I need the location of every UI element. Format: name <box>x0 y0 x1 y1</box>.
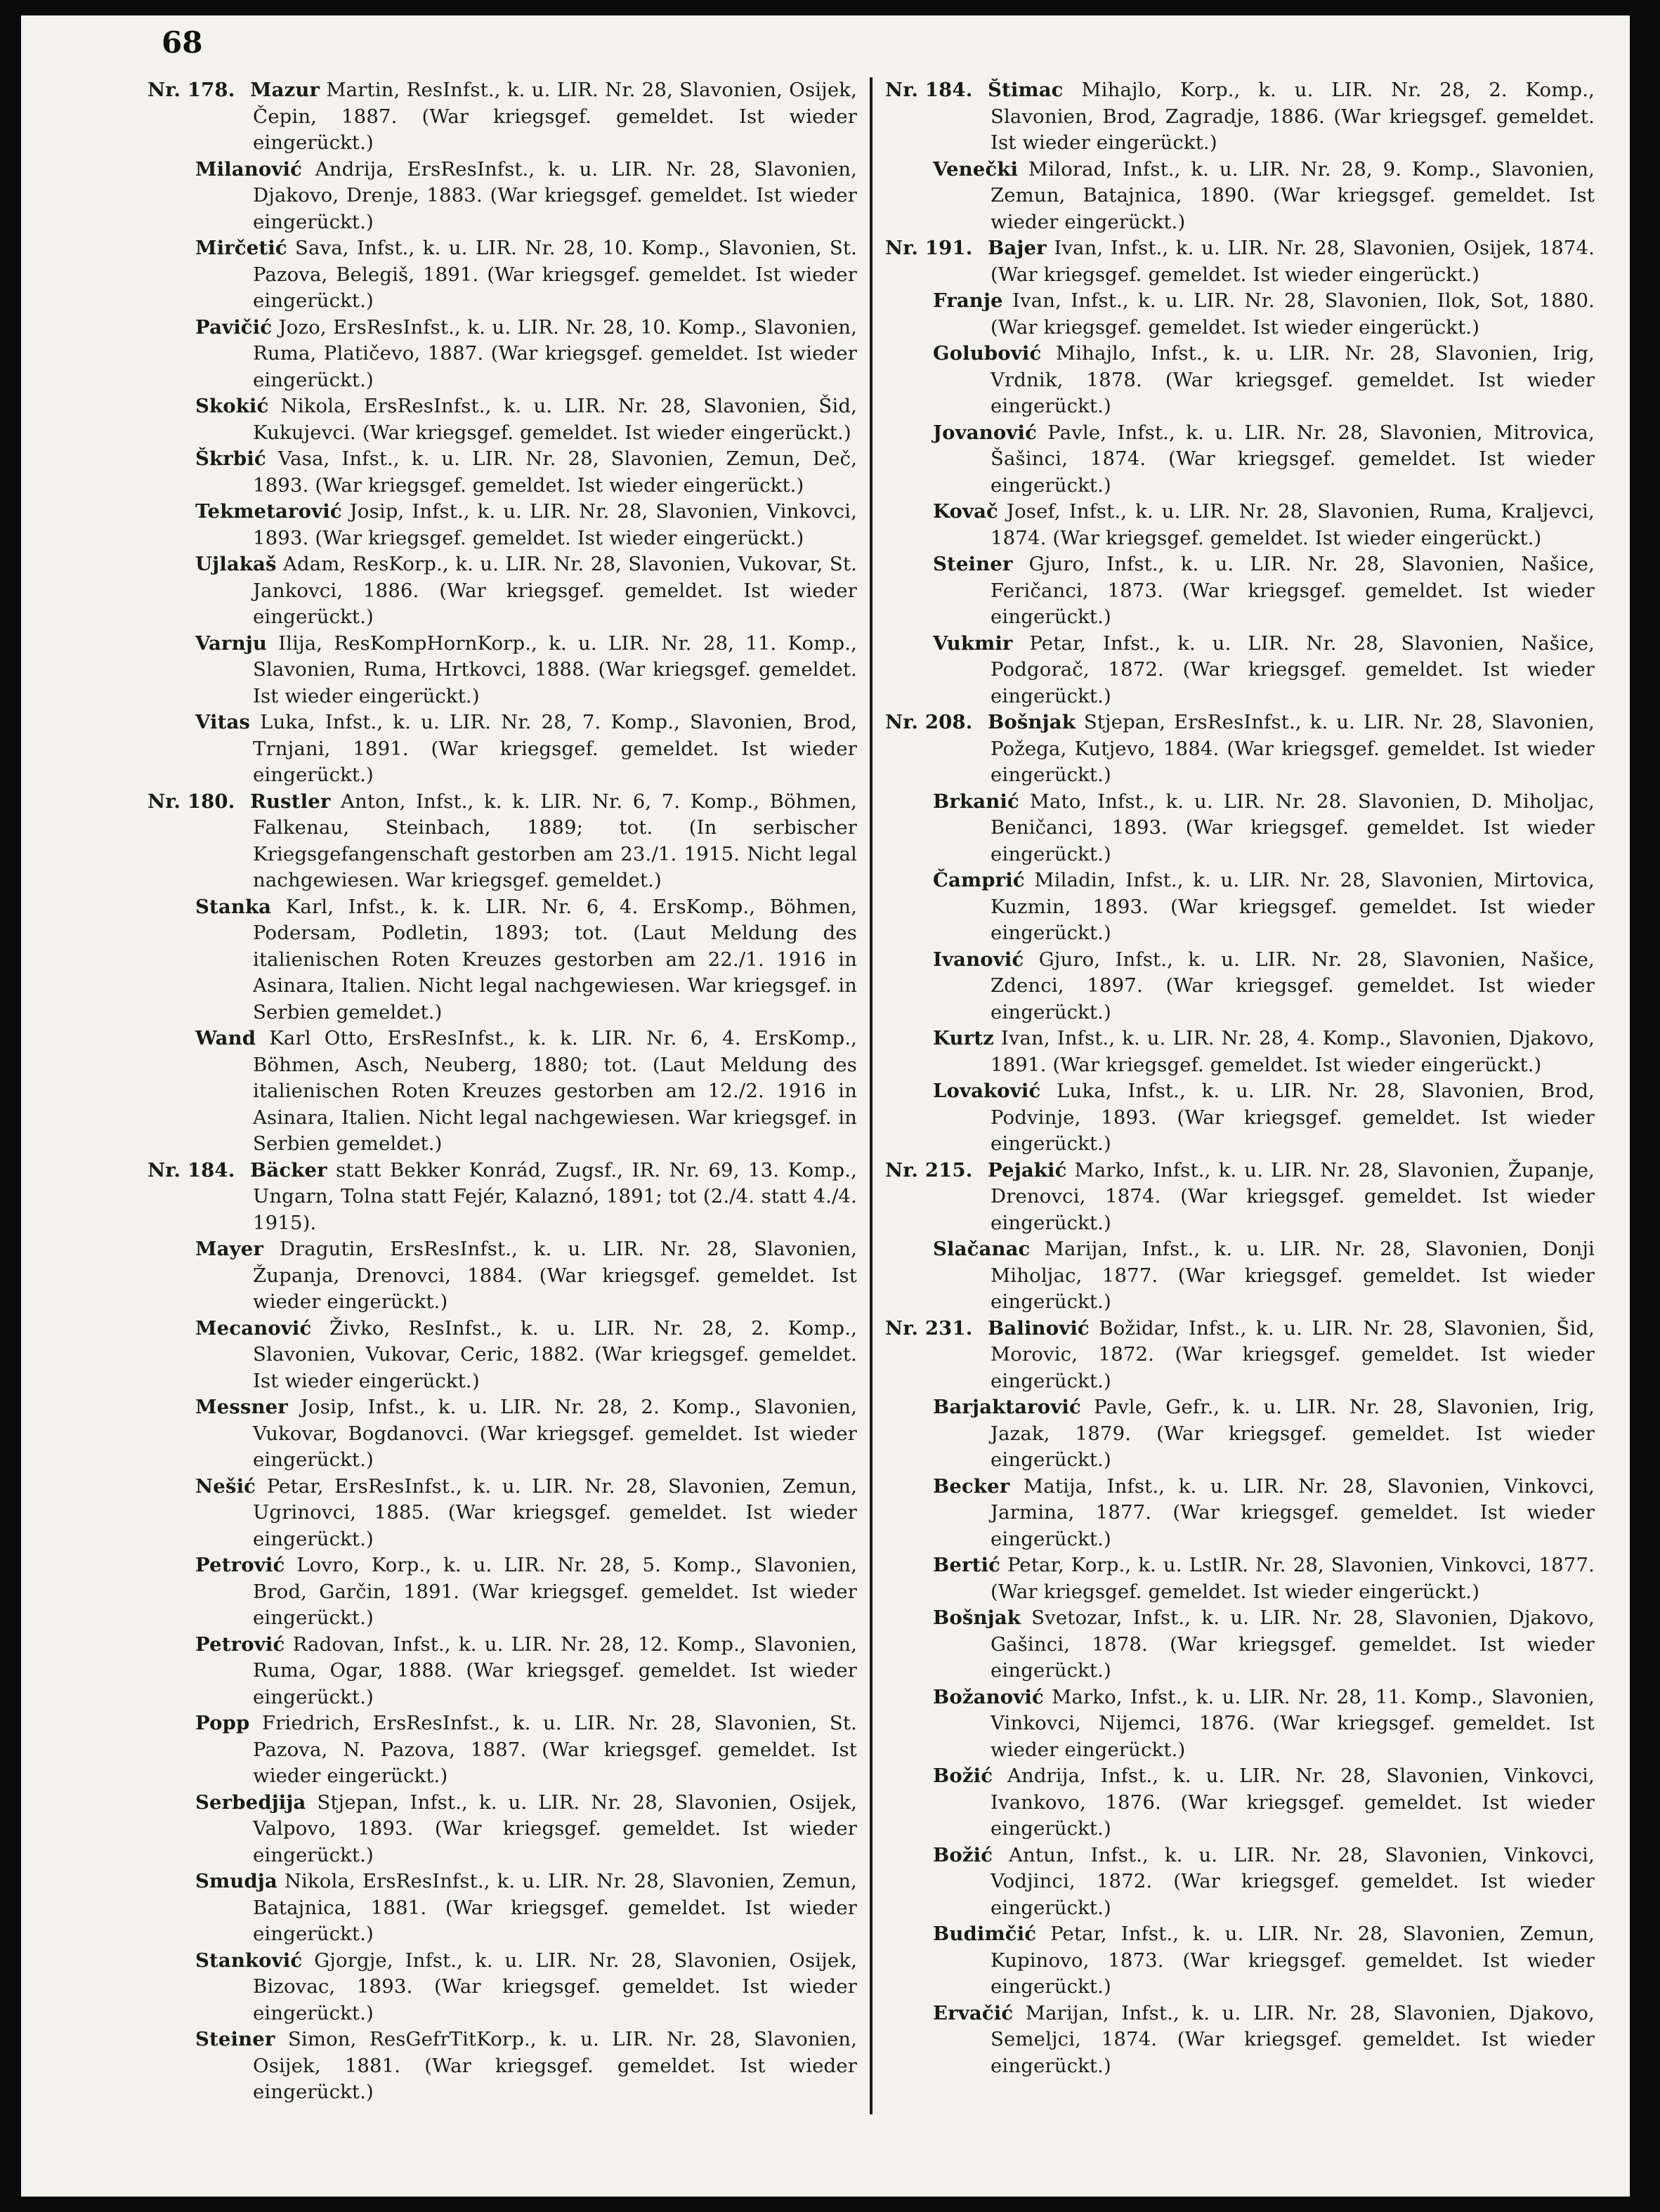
surname: Jovanović <box>933 421 1038 444</box>
surname: Ivanović <box>933 948 1024 971</box>
surname: Messner <box>195 1396 288 1418</box>
list-number: Nr. 191. <box>885 237 973 259</box>
entry-details: Radovan, Infst., k. u. LIR. Nr. 28, 12. Komp., Slavonien, Ruma, Ogar, 1888. (War kriegsgef. gemeldet. Ist wieder eingerückt.) <box>253 1632 857 1708</box>
surname: Stanka <box>195 895 272 918</box>
entry-details: Ivan, Infst., k. u. LIR. Nr. 28, Slavonien, Osijek, 1874. (War kriegsgef. gemeldet. Ist wieder eingerückt.) <box>991 237 1595 286</box>
list-entry <box>148 315 857 394</box>
surname: Steiner <box>195 2028 275 2050</box>
surname: Mazur <box>250 79 320 101</box>
entry-details: Marijan, Infst., k. u. LIR. Nr. 28, Slavonien, Donji Miholjac, 1877. (War kriegsgef. gemeldet. Ist wieder eingerückt.) <box>991 1238 1595 1313</box>
page-number: 68 <box>162 25 203 60</box>
surname: Ervačić <box>933 2001 1014 2024</box>
list-entry <box>148 1394 857 1474</box>
entry-details: Josef, Infst., k. u. LIR. Nr. 28, Slavonien, Ruma, Kraljevci, 1874. (War kriegsgef. gemeldet. Ist wieder eingerückt.) <box>991 500 1595 549</box>
surname: Pejakić <box>988 1158 1067 1182</box>
surname: Mecanović <box>195 1316 312 1340</box>
entry-details: Marko, Infst., k. u. LIR. Nr. 28, 11. Komp., Slavonien, Vinkovci, Nijemci, 1876. (War kriegsgef. gemeldet. Ist wieder eingerückt.) <box>991 1685 1595 1761</box>
surname: Budimčić <box>933 1923 1037 1945</box>
list-entry <box>885 1316 1595 1395</box>
entry-details: Jozo, ErsResInfst., k. u. LIR. Nr. 28, 10. Komp., Slavonien, Ruma, Platičevo, 1887. (War kriegsgef. gemeldet. Ist wieder eingerückt.) <box>253 315 857 391</box>
list-entry <box>885 1026 1595 1078</box>
list-entry <box>885 2001 1595 2080</box>
entry-details: Karl, Infst., k. k. LIR. Nr. 6, 4. ErsKomp., Böhmen, Podersam, Podletin, 1893; tot. (Laut Meldung des italienischen Roten Kreuzes gestorben am 22./1. 1916 in Asinara, Italien. Nicht legal nachgewiesen. War kriegsgef. in Serbien gemeldet.) <box>253 895 857 1023</box>
list-entry <box>148 1869 857 1948</box>
surname: Smudja <box>195 1870 277 1892</box>
surname: Vukmir <box>933 631 1013 655</box>
list-entry <box>148 157 857 236</box>
list-entry <box>885 1552 1595 1605</box>
surname: Becker <box>933 1474 1010 1498</box>
list-number: Nr. 184. <box>885 79 973 101</box>
list-number: Nr. 231. <box>885 1316 973 1340</box>
entry-details: Gjorgje, Infst., k. u. LIR. Nr. 28, Slavonien, Osijek, Bizovac, 1893. (War kriegsgef. gemeldet. Ist wieder eingerückt.) <box>253 1949 857 2024</box>
list-entry <box>148 1474 857 1553</box>
entry-details: Lovro, Korp., k. u. LIR. Nr. 28, 5. Komp., Slavonien, Brod, Garčin, 1891. (War kriegsgef. gemeldet. Ist wieder eingerückt.) <box>253 1554 857 1629</box>
list-entry <box>148 709 857 789</box>
list-entry <box>885 1921 1595 2001</box>
surname: Balinović <box>988 1316 1090 1340</box>
entry-details: Stjepan, ErsResInfst., k. u. LIR. Nr. 28, Slavonien, Požega, Kutjevo, 1884. (War kriegsgef. gemeldet. Ist wieder eingerückt.) <box>991 711 1595 786</box>
entry-details: Petar, Infst., k. u. LIR. Nr. 28, Slavonien, Zemun, Kupinovo, 1873. (War kriegsgef. gemeldet. Ist wieder eingerückt.) <box>991 1923 1595 1998</box>
list-entry <box>885 77 1595 157</box>
list-entry <box>148 77 857 157</box>
entry-details: Živko, ResInfst., k. u. LIR. Nr. 28, 2. Komp., Slavonien, Vukovar, Ceric, 1882. (War kriegsgef. gemeldet. Ist wieder eingerückt.) <box>253 1316 857 1392</box>
surname: Vitas <box>195 711 251 733</box>
list-entry <box>148 1026 857 1158</box>
entry-details: Karl Otto, ErsResInfst., k. k. LIR. Nr. 6, 4. ErsKomp., Böhmen, Asch, Neuberg, 1880; tot. (Laut Meldung des italienischen Roten Kreuzes gestorben am 12./2. 1916 in Asinara, Italien. Nicht legal nachgewiesen. War kriegsgef. in Serbien gemeldet.) <box>253 1027 857 1155</box>
surname: Venečki <box>933 157 1019 181</box>
entry-details: Gjuro, Infst., k. u. LIR. Nr. 28, Slavonien, Našice, Feričanci, 1873. (War kriegsgef. gemeldet. Ist wieder eingerückt.) <box>991 553 1595 628</box>
entry-details: Andrija, ErsResInfst., k. u. LIR. Nr. 28, Slavonien, Djakovo, Drenje, 1883. (War kriegsgef. gemeldet. Ist wieder eingerückt.) <box>253 157 857 233</box>
entry-details: Adam, ResKorp., k. u. LIR. Nr. 28, Slavonien, Vukovar, St. Jankovci, 1886. (War kriegsgef. gemeldet. Ist wieder eingerückt.) <box>253 553 857 628</box>
surname: Barjaktarović <box>933 1396 1081 1418</box>
entry-details: Milorad, Infst., k. u. LIR. Nr. 28, 9. Komp., Slavonien, Zemun, Batajnica, 1890. (War kriegsgef. gemeldet. Ist wieder eingerückt.) <box>991 157 1595 233</box>
entry-details: Andrija, Infst., k. u. LIR. Nr. 28, Slavonien, Vinkovci, Ivankovo, 1876. (War kriegsgef. gemeldet. Ist wieder eingerückt.) <box>991 1765 1595 1840</box>
list-entry <box>148 1632 857 1711</box>
list-entry <box>148 631 857 710</box>
list-entry <box>885 1158 1595 1237</box>
list-entry <box>885 1763 1595 1843</box>
entry-details: Matija, Infst., k. u. LIR. Nr. 28, Slavonien, Vinkovci, Jarmina, 1877. (War kriegsgef. gemeldet. Ist wieder eingerückt.) <box>991 1474 1595 1550</box>
surname: Varnju <box>195 631 267 655</box>
surname: Mayer <box>195 1238 263 1260</box>
list-entry <box>148 1790 857 1869</box>
list-entry <box>148 1948 857 2027</box>
entry-details: Marijan, Infst., k. u. LIR. Nr. 28, Slavonien, Djakovo, Semeljci, 1874. (War kriegsgef. gemeldet. Ist wieder eingerückt.) <box>991 2001 1595 2077</box>
list-entry <box>885 789 1595 868</box>
surname: Lovaković <box>933 1080 1041 1102</box>
entry-details: Antun, Infst., k. u. LIR. Nr. 28, Slavonien, Vinkovci, Vodjinci, 1872. (War kriegsgef. gemeldet. Ist wieder eingerückt.) <box>991 1843 1595 1919</box>
entry-details: Martin, ResInfst., k. u. LIR. Nr. 28, Slavonien, Osijek, Čepin, 1887. (War kriegsgef. gemeldet. Ist wieder eingerückt.) <box>253 79 857 154</box>
entry-details: Luka, Infst., k. u. LIR. Nr. 28, 7. Komp., Slavonien, Brod, Trnjani, 1891. (War kriegsgef. gemeldet. Ist wieder eingerückt.) <box>253 711 857 786</box>
entry-details: Friedrich, ErsResInfst., k. u. LIR. Nr. 28, Slavonien, St. Pazova, N. Pazova, 1887. (War kriegsgef. gemeldet. Ist wieder eingerückt.) <box>253 1712 857 1787</box>
surname: Golubović <box>933 342 1042 365</box>
list-entry <box>148 2027 857 2106</box>
surname: Slačanac <box>933 1238 1031 1260</box>
surname: Franje <box>933 289 1003 312</box>
list-entry <box>885 709 1595 789</box>
entry-details: Božidar, Infst., k. u. LIR. Nr. 28, Slavonien, Šid, Morovic, 1872. (War kriegsgef. gemeldet. Ist wieder eingerückt.) <box>991 1316 1595 1392</box>
surname: Bertić <box>933 1554 1001 1576</box>
surname: Mirčetić <box>195 237 287 259</box>
entry-details: Nikola, ErsResInfst., k. u. LIR. Nr. 28, Slavonien, Zemun, Batajnica, 1881. (War kriegsgef. gemeldet. Ist wieder eingerückt.) <box>253 1870 857 1945</box>
list-entry <box>885 1078 1595 1158</box>
column-divider <box>870 77 873 2114</box>
entry-details: Ivan, Infst., k. u. LIR. Nr. 28, 4. Komp., Slavonien, Djakovo, 1891. (War kriegsgef. gemeldet. Ist wieder eingerückt.) <box>991 1027 1595 1076</box>
surname: Kovač <box>933 500 998 523</box>
list-entry <box>885 1394 1595 1474</box>
surname: Popp <box>195 1712 250 1734</box>
entry-details: statt Bekker Konrád, Zugsf., IR. Nr. 69, 13. Komp., Ungarn, Tolna statt Fejér, Kalaznó, 1891; tot (2./4. statt 4./4. 1915). <box>253 1158 857 1234</box>
surname: Petrović <box>195 1554 285 1576</box>
entry-details: Dragutin, ErsResInfst., k. u. LIR. Nr. 28, Slavonien, Županja, Drenovci, 1884. (War kriegsgef. gemeldet. Ist wieder eingerückt.) <box>253 1238 857 1313</box>
surname: Božanović <box>933 1685 1044 1708</box>
list-entry <box>885 1843 1595 1922</box>
surname: Božić <box>933 1843 993 1866</box>
surname: Skokić <box>195 395 269 417</box>
list-entry <box>885 157 1595 236</box>
surname: Milanović <box>195 157 303 181</box>
list-entry <box>148 894 857 1026</box>
list-number: Nr. 184. <box>148 1158 235 1182</box>
list-entry <box>148 393 857 446</box>
surname: Steiner <box>933 553 1013 575</box>
surname: Kurtz <box>933 1027 994 1049</box>
entry-details: Marko, Infst., k. u. LIR. Nr. 28, Slavonien, Županje, Drenovci, 1874. (War kriegsgef. gemeldet. Ist wieder eingerückt.) <box>991 1158 1595 1234</box>
entry-details: Ilija, ResKompHornKorp., k. u. LIR. Nr. 28, 11. Komp., Slavonien, Ruma, Hrtkovci, 1888. (War kriegsgef. gemeldet. Ist wieder eingerückt.) <box>253 631 857 707</box>
left-column <box>148 77 857 2106</box>
list-entry <box>148 235 857 315</box>
list-entry <box>885 420 1595 499</box>
surname: Bajer <box>988 237 1047 259</box>
entry-details: Svetozar, Infst., k. u. LIR. Nr. 28, Slavonien, Djakovo, Gašinci, 1878. (War kriegsgef. gemeldet. Ist wieder eingerückt.) <box>991 1606 1595 1682</box>
list-entry <box>885 499 1595 551</box>
surname: Rustler <box>250 790 331 813</box>
list-entry <box>148 1236 857 1316</box>
list-entry <box>148 789 857 894</box>
list-number: Nr. 208. <box>885 711 973 733</box>
list-entry <box>885 1236 1595 1316</box>
list-entry <box>885 551 1595 631</box>
list-entry <box>885 288 1595 341</box>
list-entry <box>885 341 1595 420</box>
surname: Ujlakaš <box>195 553 277 575</box>
surname: Petrović <box>195 1632 285 1656</box>
list-entry <box>885 947 1595 1026</box>
entry-details: Josip, Infst., k. u. LIR. Nr. 28, Slavonien, Vinkovci, 1893. (War kriegsgef. gemeldet. Ist wieder eingerückt.) <box>253 500 857 549</box>
entry-details: Anton, Infst., k. k. LIR. Nr. 6, 7. Komp., Böhmen, Falkenau, Steinbach, 1889; tot. (In serbischer Kriegsgefangenschaft gestorben am 23./1. 1915. Nicht legal nachgewiesen. War kriegsgef. gemeldet.) <box>253 790 857 891</box>
surname: Čamprić <box>933 869 1025 891</box>
surname: Bošnjak <box>988 711 1076 733</box>
right-column <box>885 77 1595 2079</box>
surname: Tekmetarović <box>195 500 342 523</box>
list-entry <box>148 1710 857 1790</box>
entry-details: Sava, Infst., k. u. LIR. Nr. 28, 10. Komp., Slavonien, St. Pazova, Belegiš, 1891. (War kriegsgef. gemeldet. Ist wieder eingerückt.) <box>253 237 857 312</box>
surname: Pavičić <box>195 315 273 339</box>
entry-details: Simon, ResGefrTitKorp., k. u. LIR. Nr. 28, Slavonien, Osijek, 1881. (War kriegsgef. gemeldet. Ist wieder eingerückt.) <box>253 2028 857 2103</box>
list-number: Nr. 180. <box>148 790 235 813</box>
list-entry <box>148 1552 857 1632</box>
entry-details: Vasa, Infst., k. u. LIR. Nr. 28, Slavonien, Zemun, Deč, 1893. (War kriegsgef. gemeldet. Ist wieder eingerückt.) <box>253 447 857 497</box>
entry-details: Nikola, ErsResInfst., k. u. LIR. Nr. 28, Slavonien, Šid, Kukujevci. (War kriegsgef. gemeldet. Ist wieder eingerückt.) <box>253 395 857 444</box>
entry-details: Luka, Infst., k. u. LIR. Nr. 28, Slavonien, Brod, Podvinje, 1893. (War kriegsgef. gemeldet. Ist wieder eingerückt.) <box>991 1080 1595 1155</box>
scanned-page <box>21 15 1630 2197</box>
entry-details: Josip, Infst., k. u. LIR. Nr. 28, 2. Komp., Slavonien, Vukovar, Bogdanovci. (War kriegsgef. gemeldet. Ist wieder eingerückt.) <box>253 1396 857 1471</box>
surname: Wand <box>195 1027 256 1049</box>
entry-details: Stjepan, Infst., k. u. LIR. Nr. 28, Slavonien, Osijek, Valpovo, 1893. (War kriegsgef. gemeldet. Ist wieder eingerückt.) <box>253 1791 857 1866</box>
list-entry <box>885 1605 1595 1684</box>
entry-details: Petar, ErsResInfst., k. u. LIR. Nr. 28, Slavonien, Zemun, Ugrinovci, 1885. (War kriegsgef. gemeldet. Ist wieder eingerückt.) <box>253 1474 857 1550</box>
surname: Nešić <box>195 1474 256 1498</box>
surname: Bošnjak <box>933 1606 1021 1629</box>
list-entry <box>885 631 1595 710</box>
entry-details: Petar, Infst., k. u. LIR. Nr. 28, Slavonien, Našice, Podgorač, 1872. (War kriegsgef. gemeldet. Ist wieder eingerückt.) <box>991 631 1595 707</box>
surname: Škrbić <box>195 447 266 470</box>
list-entry <box>148 446 857 499</box>
list-entry <box>885 235 1595 288</box>
entry-details: Petar, Korp., k. u. LstIR. Nr. 28, Slavonien, Vinkovci, 1877. (War kriegsgef. gemeldet. Ist wieder eingerückt.) <box>991 1554 1595 1603</box>
list-entry <box>148 1316 857 1395</box>
list-number: Nr. 178. <box>148 79 235 101</box>
list-entry <box>148 499 857 551</box>
entry-details: Ivan, Infst., k. u. LIR. Nr. 28, Slavonien, Ilok, Sot, 1880. (War kriegsgef. gemeldet. Ist wieder eingerückt.) <box>991 289 1595 339</box>
surname: Brkanić <box>933 790 1019 813</box>
entry-details: Gjuro, Infst., k. u. LIR. Nr. 28, Slavonien, Našice, Zdenci, 1897. (War kriegsgef. gemeldet. Ist wieder eingerückt.) <box>991 948 1595 1023</box>
entry-details: Mato, Infst., k. u. LIR. Nr. 28. Slavonien, D. Miholjac, Beničanci, 1893. (War kriegsgef. gemeldet. Ist wieder eingerückt.) <box>991 790 1595 865</box>
surname: Bäcker <box>250 1158 327 1182</box>
list-entry <box>885 1474 1595 1553</box>
list-entry <box>148 1158 857 1237</box>
list-entry <box>885 1684 1595 1764</box>
surname: Stanković <box>195 1949 303 1972</box>
list-entry <box>148 551 857 631</box>
surname: Božić <box>933 1765 993 1787</box>
entry-details: Mihajlo, Infst., k. u. LIR. Nr. 28, Slavonien, Irig, Vrdnik, 1878. (War kriegsgef. gemeldet. Ist wieder eingerückt.) <box>991 342 1595 417</box>
surname: Štimac <box>988 79 1064 101</box>
entry-details: Pavle, Infst., k. u. LIR. Nr. 28, Slavonien, Mitrovica, Šašinci, 1874. (War kriegsgef. gemeldet. Ist wieder eingerückt.) <box>991 421 1595 497</box>
entry-details: Pavle, Gefr., k. u. LIR. Nr. 28, Slavonien, Irig, Jazak, 1879. (War kriegsgef. gemeldet. Ist wieder eingerückt.) <box>991 1396 1595 1471</box>
list-entry <box>885 868 1595 947</box>
entry-details: Miladin, Infst., k. u. LIR. Nr. 28, Slavonien, Mirtovica, Kuzmin, 1893. (War kriegsgef. gemeldet. Ist wieder eingerückt.) <box>991 869 1595 944</box>
entry-details: Mihajlo, Korp., k. u. LIR. Nr. 28, 2. Komp., Slavonien, Brod, Zagradje, 1886. (War kriegsgef. gemeldet. Ist wieder eingerückt.) <box>991 79 1595 154</box>
surname: Serbedjija <box>195 1791 306 1814</box>
list-number: Nr. 215. <box>885 1158 973 1182</box>
